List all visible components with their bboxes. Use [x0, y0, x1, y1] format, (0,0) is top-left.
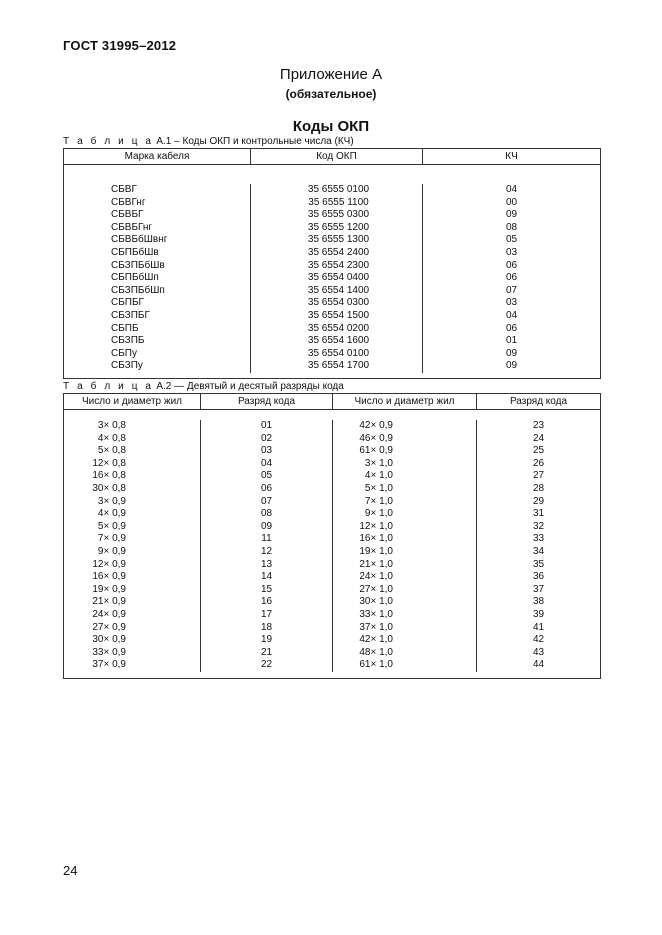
- table-cell: 11: [261, 533, 272, 545]
- table-cell: 12× 0,8: [92, 457, 126, 469]
- table2-col-code-left: [200, 420, 332, 672]
- table-cell: 25: [532, 445, 545, 457]
- table-cell: 7× 0,9: [97, 533, 126, 545]
- table2-col-code-right: [476, 420, 600, 672]
- table-cell: 27× 1,0: [359, 583, 393, 595]
- table2-header-cell: Число и диаметр жил: [81, 396, 183, 407]
- table2-header-cell: Число и диаметр жил: [332, 394, 476, 409]
- table-cell: СБВГ: [111, 184, 137, 195]
- table-cell: 3× 0,8: [97, 420, 126, 431]
- table-cell: СБЗПБбШп: [111, 284, 165, 296]
- table1-body: [64, 165, 600, 378]
- table-cell: СБПБбШп: [111, 272, 159, 284]
- table2-body: [64, 410, 600, 678]
- table-cell: 35 6555 1300: [307, 234, 370, 246]
- table-cell: 06: [260, 482, 273, 494]
- table-cell: 06: [505, 322, 518, 334]
- appendix-title: Приложение А: [279, 66, 383, 83]
- table-cell: 4× 0,9: [97, 508, 126, 520]
- table-cell: 42× 1,0: [359, 634, 393, 646]
- table-cell: 37× 1,0: [359, 621, 393, 633]
- table-cell: 35 6554 0200: [307, 322, 370, 334]
- appendix-subtitle: (обязательное): [285, 87, 377, 101]
- table-cell: 35: [532, 558, 545, 570]
- table-cell: 15: [260, 583, 273, 595]
- table-cell: 35 6554 0100: [307, 347, 370, 359]
- table-cell: 03: [505, 246, 518, 258]
- table-cell: 37: [532, 583, 545, 595]
- table-cell: 16× 0,9: [92, 571, 126, 583]
- table-cell: 14: [260, 571, 273, 583]
- table-cell: 61× 0,9: [359, 445, 393, 457]
- table-cell: 09: [505, 360, 518, 372]
- table-cell: 16: [260, 596, 273, 608]
- table1-caption-label: Т а б л и ц а: [63, 136, 154, 147]
- table2-caption-text: А.2 — Девятый и десятый разряды кода: [156, 381, 344, 392]
- table-cell: СБВГнг: [111, 196, 146, 208]
- table-cell: 35 6554 2300: [307, 259, 370, 271]
- table-cell: 07: [260, 495, 273, 507]
- table1-col-kch: [422, 184, 600, 373]
- table-cell: 43: [532, 646, 545, 658]
- table-cell: 5× 0,8: [97, 445, 126, 457]
- table-cell: 19× 0,9: [92, 583, 126, 595]
- table-cell: 04: [505, 184, 518, 195]
- table-cell: 12: [260, 545, 273, 557]
- table-cell: 28: [532, 482, 545, 494]
- table-cell: 04: [260, 457, 273, 469]
- table-cell: 4× 0,8: [97, 432, 126, 444]
- table-cell: 35 6554 2400: [307, 246, 370, 258]
- table-cell: СБПу: [111, 347, 137, 359]
- table-cell: СБЗПБ: [111, 335, 145, 347]
- table-cell: 19: [260, 634, 273, 646]
- table-cell: 3× 1,0: [364, 457, 393, 469]
- table2-header-cell: Разряд кода: [476, 394, 600, 409]
- table-cell: СБВБбШвнг: [111, 234, 168, 246]
- table-cell: 35 6554 0400: [307, 272, 370, 284]
- table-cell: 08: [505, 221, 518, 233]
- table-cell: 33× 1,0: [359, 608, 393, 620]
- table-cell: СБВБГнг: [111, 221, 153, 233]
- table-cell: 19× 1,0: [359, 545, 393, 557]
- table-cell: 42× 0,9: [359, 420, 393, 431]
- table1-header-cell: Код ОКП: [250, 149, 422, 164]
- table-cell: 4× 1,0: [364, 470, 393, 482]
- table-cell: 3× 0,9: [97, 495, 126, 507]
- table-cell: СБПБГ: [111, 297, 144, 309]
- table-cell: 35 6554 1700: [307, 360, 370, 372]
- table-cell: 12× 1,0: [359, 520, 393, 532]
- table-cell: 16× 1,0: [359, 533, 393, 545]
- table1-caption: [63, 136, 354, 147]
- table-cell: 24: [532, 432, 545, 444]
- table-cell: 39: [532, 608, 545, 620]
- table2-caption-label: Т а б л и ц а: [63, 381, 154, 392]
- table-cell: 35 6555 1100: [308, 196, 369, 208]
- table-cell: 27: [532, 470, 545, 482]
- table-cell: 05: [505, 234, 518, 246]
- table-cell: СБЗПу: [111, 360, 143, 372]
- table-cell: 30× 0,8: [92, 482, 126, 494]
- table-cell: 48× 1,0: [359, 646, 393, 658]
- table-cell: 7× 1,0: [364, 495, 393, 507]
- section-title: Коды ОКП: [292, 118, 370, 135]
- table1-header-row: [64, 149, 600, 165]
- table-cell: 21× 0,9: [92, 596, 126, 608]
- table-cell: 01: [260, 420, 273, 431]
- table-cell: 00: [505, 196, 518, 208]
- table-cell: 17: [260, 608, 273, 620]
- table2-col-wires-left: [64, 420, 200, 672]
- table-cell: 27× 0,9: [92, 621, 126, 633]
- table-cell: 06: [505, 259, 518, 271]
- table-cell: 02: [260, 432, 273, 444]
- table1-header-cell: КЧ: [422, 149, 600, 164]
- wire-digits-table: [63, 393, 601, 679]
- table-cell: 24× 1,0: [359, 571, 393, 583]
- table-cell: 44: [532, 659, 545, 671]
- table1-col-cable: [64, 184, 250, 373]
- table-cell: СБПБ: [111, 322, 139, 334]
- table2-caption: [63, 381, 344, 392]
- table-cell: 07: [505, 284, 518, 296]
- table-cell: 31: [532, 508, 545, 520]
- table-cell: 26: [532, 457, 545, 469]
- table-cell: СБПБбШв: [111, 246, 159, 258]
- table-cell: 9× 1,0: [364, 508, 393, 520]
- table-cell: 09: [505, 209, 518, 221]
- table-cell: 09: [260, 520, 273, 532]
- table-cell: 46× 0,9: [359, 432, 393, 444]
- table-cell: 61× 1,0: [359, 659, 393, 671]
- table-cell: СБЗПБбШв: [111, 259, 165, 271]
- table-cell: 34: [532, 545, 545, 557]
- table-cell: 35 6555 0100: [307, 184, 370, 195]
- table-cell: 09: [505, 347, 518, 359]
- table-cell: 21× 1,0: [359, 558, 393, 570]
- table-cell: 03: [260, 445, 273, 457]
- table-cell: 21: [260, 646, 273, 658]
- table-cell: 35 6555 1200: [307, 221, 370, 233]
- table-cell: 35 6554 1400: [307, 284, 370, 296]
- table-cell: 42: [532, 634, 545, 646]
- table-cell: 35 6554 0300: [307, 297, 370, 309]
- table-cell: 18: [260, 621, 273, 633]
- table1-header-cell: Марка кабеля: [124, 151, 190, 162]
- page-number: 24: [63, 863, 78, 878]
- table-cell: 30× 0,9: [92, 634, 126, 646]
- okp-codes-table: [63, 148, 601, 379]
- table-cell: 01: [505, 335, 518, 347]
- table-cell: 37× 0,9: [92, 659, 126, 671]
- table-cell: 5× 0,9: [97, 520, 126, 532]
- table-cell: СБЗПБГ: [111, 309, 150, 321]
- table-cell: 03: [505, 297, 518, 309]
- table-cell: 16× 0,8: [92, 470, 126, 482]
- table-cell: 12× 0,9: [92, 558, 126, 570]
- table-cell: 35 6554 1500: [307, 309, 370, 321]
- table2-header-row: [64, 394, 600, 410]
- table-cell: 33× 0,9: [92, 646, 126, 658]
- table-cell: 36: [532, 571, 545, 583]
- table-cell: 13: [260, 558, 273, 570]
- table-cell: 32: [532, 520, 545, 532]
- table-cell: 06: [505, 272, 518, 284]
- table2-header-cell: Разряд кода: [200, 394, 332, 409]
- document-number: ГОСТ 31995–2012: [63, 38, 177, 53]
- table1-col-okp: [250, 184, 422, 373]
- table-cell: 04: [505, 309, 518, 321]
- table-cell: 22: [260, 659, 273, 671]
- table1-caption-text: А.1 – Коды ОКП и контрольные числа (КЧ): [156, 136, 354, 147]
- table-cell: 08: [260, 508, 273, 520]
- table-cell: 05: [260, 470, 273, 482]
- table-cell: 24× 0,9: [92, 608, 126, 620]
- table2-col-wires-right: [332, 420, 476, 672]
- table-cell: 30× 1,0: [359, 596, 393, 608]
- table-cell: СБВБГ: [111, 209, 144, 221]
- table-cell: 29: [532, 495, 545, 507]
- table-cell: 38: [532, 596, 545, 608]
- table-cell: 35 6554 1600: [307, 335, 370, 347]
- table-cell: 23: [532, 420, 545, 431]
- table-cell: 9× 0,9: [97, 545, 126, 557]
- table-cell: 33: [532, 533, 545, 545]
- table-cell: 5× 1,0: [364, 482, 393, 494]
- table-cell: 41: [532, 621, 545, 633]
- table-cell: 35 6555 0300: [307, 209, 370, 221]
